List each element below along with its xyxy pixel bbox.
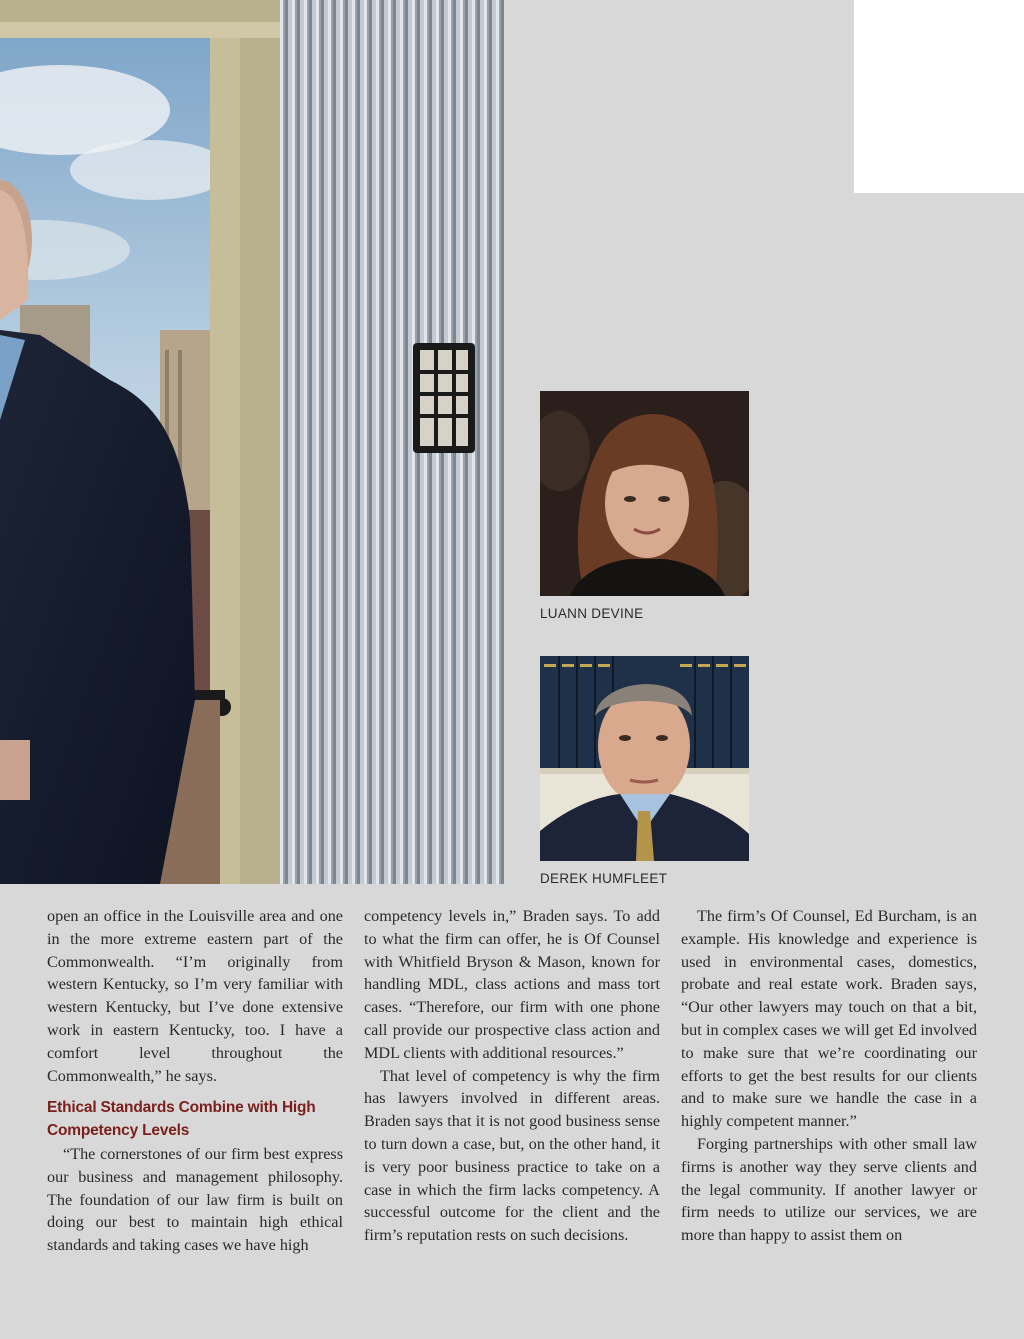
hero-photo [0,0,504,884]
paragraph: “The cornerstones of our firm best express our business and management philosophy. The foundation of our law firm is built on doing our best to maintain high ethical standards and taking cases we have high [47,1144,343,1255]
text-column-1 [47,905,343,1257]
paragraph: open an office in the Louisville area and one in the more extreme eastern part of the Commonwealth. “I’m originally from western Kentucky, so I’m very familiar with western Kentucky, but I’ve done extensive work in eastern Kentucky, too. I have a comfort level throughout the Commonwealth,” he says. [47,907,343,1085]
paragraph: competency levels in,” Braden says. To add to what the firm can offer, he is Of Counsel with Whitfield Bryson & Mason, known for handling MDL, class actions and mass tort cases. “Therefore, our firm with one phone call provide our prospective class action and MDL clients with additional resources.” [364,907,660,1062]
text-column-2 [364,905,660,1247]
portrait-caption-1: LUANN DEVINE [540,606,644,621]
paragraph: Forging partnerships with other small law firms is another way they serve clients and the legal community. If another lawyer or firm needs to utilize our services, we are more than happy to assist them on [681,1134,977,1245]
text-column-3 [681,905,977,1247]
paragraph: The firm’s Of Counsel, Ed Burcham, is an example. His knowledge and experience is used in environmental cases, domestics, probate and real estate work. Braden says, “Our other lawyers may touch on that a bit, but in complex cases we will get Ed involved to make sure that we’re coordinating our efforts to get the best results for our clients and to make sure we handle the case in a highly competent manner.” [681,907,977,1131]
portrait-photo-derek-humfleet [540,656,749,861]
portrait-caption-2: DEREK HUMFLEET [540,871,668,886]
paragraph: That level of competency is why the firm has lawyers involved in different areas. Braden says that it is not good business sense to turn down a case, but, on the other hand, it is very poor business practice to take on a case in which the firm lacks competency. A successful outcome for the client and the firm’s reputation rests on such decisions. [364,1066,660,1245]
portrait-photo-luann-devine [540,391,749,596]
section-heading: Ethical Standards Combine with High Competency Levels [47,1099,316,1140]
corner-white-box [854,0,1024,193]
